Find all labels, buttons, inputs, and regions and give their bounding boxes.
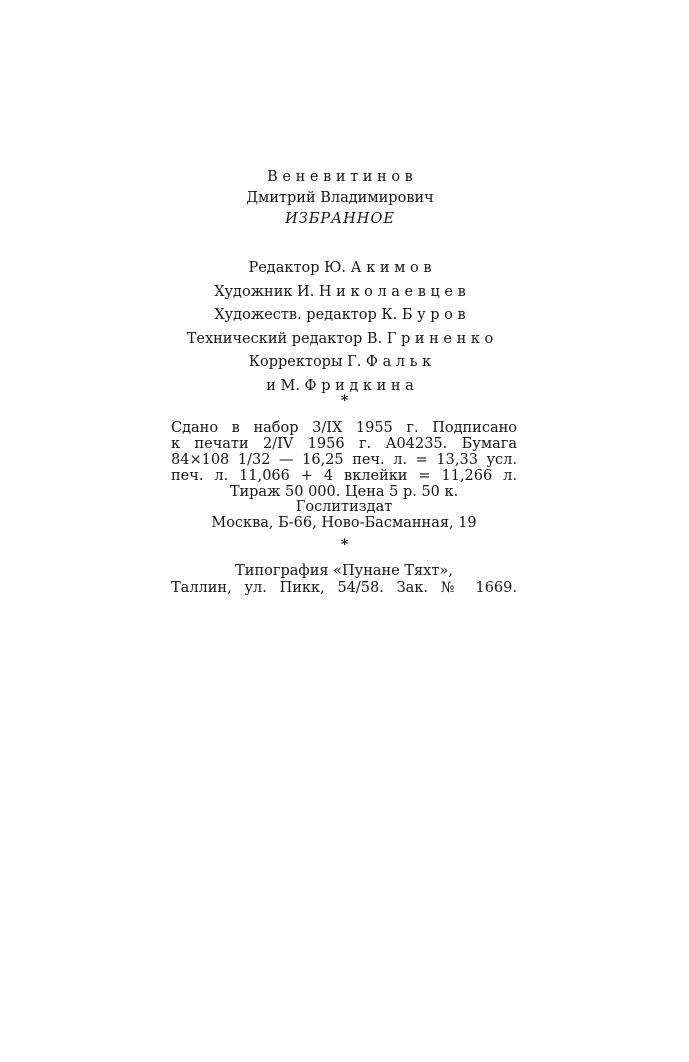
printer-name: Типография «Пунане Тяхт», bbox=[235, 563, 453, 579]
author-surname: В е н е в и т и н о в bbox=[267, 169, 413, 185]
tech-editor-credit: Технический редактор В. Г р и н е н к о bbox=[186, 330, 494, 347]
print-run-line: Тираж 50 000. Цена 5 р. 50 к. bbox=[229, 484, 459, 500]
imprint-line: 84×108 1/32 — 16,25 печ. л. = 13,33 усл. bbox=[171, 452, 517, 468]
book-title: ИЗБРАННОЕ bbox=[285, 211, 395, 227]
publisher-address: Москва, Б-66, Ново-Басманная, 19 bbox=[211, 515, 477, 531]
imprint-line: к печати 2/IV 1956 г. А04235. Бумага bbox=[171, 436, 517, 452]
author-block bbox=[150, 167, 530, 230]
publisher-name: Гослитиздат bbox=[295, 499, 393, 515]
imprint-block bbox=[171, 420, 517, 500]
artist-credit: Художник И. Н и к о л а е в ц е в bbox=[214, 283, 466, 300]
proofreaders-credit-1: Корректоры Г. Ф а л ь к bbox=[248, 354, 432, 370]
printer-block bbox=[171, 563, 517, 597]
proofreaders-credit-2: и М. Ф р и д к и н а bbox=[266, 377, 414, 394]
separator-asterisk: * bbox=[340, 537, 349, 553]
imprint-line: Сдано в набор 3/IX 1955 г. Подписано bbox=[171, 420, 517, 436]
credits-block bbox=[150, 257, 530, 398]
separator-asterisk: * bbox=[340, 393, 349, 409]
printer-address: Таллин, ул. Пикк, 54/58. Зак. № 1669. bbox=[171, 580, 517, 596]
editor-credit: Редактор Ю. А к и м о в bbox=[248, 260, 432, 276]
author-given-names: Дмитрий Владимирович bbox=[246, 190, 434, 206]
imprint-line: печ. л. 11,066 + 4 вклейки = 11,266 л. bbox=[171, 468, 517, 484]
publisher-block bbox=[171, 499, 517, 531]
art-editor-credit: Художеств. редактор К. Б у р о в bbox=[214, 307, 466, 323]
